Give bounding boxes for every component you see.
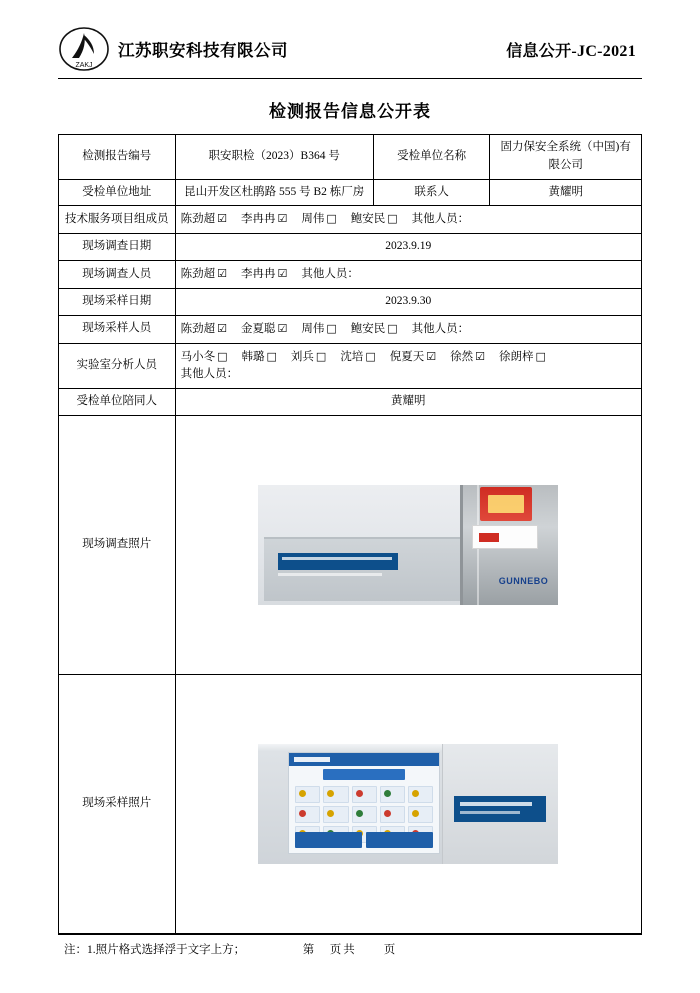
board-icon xyxy=(380,806,405,823)
team-member-box-1: ☑ xyxy=(277,212,288,226)
sample-staff-box-0: ☑ xyxy=(217,321,227,335)
sample-staff-box-1: ☑ xyxy=(277,321,288,335)
company-logo-icon xyxy=(58,26,110,72)
table-row xyxy=(59,261,642,289)
survey-staff-box-1: ☑ xyxy=(277,267,288,281)
survey-staff-name-1: 李冉冉 xyxy=(240,268,276,281)
survey-staff-others-label: 其他人员： xyxy=(301,268,359,281)
team-member-name-0: 陈劲超 xyxy=(180,213,216,226)
board-footer-bar xyxy=(295,832,362,848)
photo-crate xyxy=(264,537,460,601)
lab-staff-name-3: 沈培 xyxy=(340,350,364,363)
address-value: 昆山开发区杜鹃路 555 号 B2 栋厂房 xyxy=(175,179,373,206)
sample-site-photo xyxy=(258,744,558,864)
crate-brand-plate-sub xyxy=(278,573,382,576)
table-row xyxy=(59,674,642,933)
lab-staff-name-1: 韩璐 xyxy=(241,350,265,363)
table-note: 注：1.照片格式选择浮于文字上方； xyxy=(64,943,246,956)
table-row xyxy=(59,415,642,674)
board-icon xyxy=(352,786,377,803)
sample-staff-name-1: 金夏聪 xyxy=(240,322,276,335)
board-icon xyxy=(323,806,348,823)
board-icon xyxy=(352,806,377,823)
sample-staff-box-2: □ xyxy=(326,321,337,335)
team-others-label: 其他人员： xyxy=(411,213,470,226)
client-name-label: 受检单位名称 xyxy=(373,135,490,180)
team-label: 技术服务项目组成员 xyxy=(59,206,176,234)
lab-staff-box-0: □ xyxy=(217,349,228,363)
escort-label: 受检单位陪同人 xyxy=(59,389,176,416)
sample-date-value: 2023.9.30 xyxy=(175,288,641,315)
team-member-name-3: 鲍安民 xyxy=(350,213,386,226)
photo-wall-right xyxy=(442,744,558,864)
wall-notice-card xyxy=(472,525,538,549)
address-label: 受检单位地址 xyxy=(59,179,176,206)
lab-staff-others-label: 其他人员： xyxy=(180,368,239,381)
lab-staff-box-3: □ xyxy=(365,349,376,363)
survey-date-value: 2023.9.19 xyxy=(175,234,641,261)
lab-staff-box-2: □ xyxy=(315,349,327,363)
lab-staff-name-6: 徐朗梓 xyxy=(498,350,534,363)
report-no-label: 检测报告编号 xyxy=(59,135,176,180)
escort-value: 黄耀明 xyxy=(175,389,641,416)
survey-site-photo xyxy=(258,485,558,605)
company-name: 江苏职安科技有限公司 xyxy=(118,41,288,60)
table-row xyxy=(59,179,642,206)
board-icon xyxy=(408,786,433,803)
client-name-value: 固力保安全系统（中国)有限公司 xyxy=(490,135,642,180)
board-footer-bars xyxy=(295,832,433,848)
red-decoration xyxy=(480,487,532,521)
table-row xyxy=(59,206,642,234)
photo-survey-label: 现场调查照片 xyxy=(59,415,176,674)
photo-sample-label: 现场采样照片 xyxy=(59,674,176,933)
lab-staff-name-5: 徐然 xyxy=(450,350,474,363)
page-number: 第 页共 页 xyxy=(302,944,398,956)
lab-staff-name-4: 倪夏天 xyxy=(389,350,425,363)
photo-sample-wrap xyxy=(181,679,636,929)
lab-staff-box-1: □ xyxy=(266,349,277,363)
page-footer xyxy=(58,934,642,957)
team-member-name-1: 李冉冉 xyxy=(240,213,276,226)
table-row xyxy=(59,234,642,261)
team-member-box-3: □ xyxy=(387,212,398,226)
sample-staff-box-3: □ xyxy=(387,321,398,335)
survey-staff-name-0: 陈劲超 xyxy=(180,268,216,281)
lab-staff-name-2: 刘兵 xyxy=(290,350,314,363)
board-header xyxy=(289,753,439,766)
footer-divider xyxy=(58,934,642,935)
header-left xyxy=(58,26,288,72)
safety-notice-board xyxy=(288,752,440,854)
board-footer-bar xyxy=(366,832,433,848)
report-no-value: 职安职检（2023）B364 号 xyxy=(175,135,373,180)
table-row xyxy=(59,343,642,389)
table-row xyxy=(59,135,642,180)
page-header xyxy=(58,0,642,76)
board-icon xyxy=(323,786,348,803)
document-code: 信息公开-JC-2021 xyxy=(506,42,636,60)
sample-date-label: 现场采样日期 xyxy=(59,288,176,315)
page-title: 检测报告信息公开表 xyxy=(269,102,431,121)
sample-staff-name-2: 周伟 xyxy=(301,322,325,335)
lab-staff-name-0: 马小冬 xyxy=(180,350,216,363)
survey-staff xyxy=(175,261,641,289)
photo-survey-cell xyxy=(175,415,641,674)
door-brand-text: GUNNEBO xyxy=(498,576,549,586)
board-title-bar xyxy=(323,769,405,780)
sample-staff-name-0: 陈劲超 xyxy=(180,322,216,335)
header-divider xyxy=(58,78,642,79)
table-row xyxy=(59,315,642,343)
lab-staff-box-4: ☑ xyxy=(426,349,437,363)
lab-staff-label: 实验室分析人员 xyxy=(59,343,176,389)
table-row xyxy=(59,288,642,315)
wall-brand-plate xyxy=(454,796,546,822)
photo-survey-wrap xyxy=(181,420,636,670)
lab-staff-box-6: □ xyxy=(535,349,546,363)
board-icon xyxy=(295,786,320,803)
board-icon xyxy=(380,786,405,803)
survey-staff-box-0: ☑ xyxy=(217,267,227,281)
sample-staff-name-3: 鲍安民 xyxy=(350,322,386,335)
sample-staff-label: 现场采样人员 xyxy=(59,315,176,343)
team-member-box-0: ☑ xyxy=(217,212,227,226)
survey-staff-label: 现场调查人员 xyxy=(59,261,176,289)
board-icon xyxy=(408,806,433,823)
lab-staff xyxy=(175,343,641,389)
board-icon xyxy=(295,806,320,823)
team-member-box-2: □ xyxy=(326,212,337,226)
contact-label: 联系人 xyxy=(373,179,490,206)
team-member-name-2: 周伟 xyxy=(301,213,325,226)
info-disclosure-table xyxy=(58,134,642,934)
contact-value: 黄耀明 xyxy=(490,179,642,206)
crate-brand-plate xyxy=(278,553,398,570)
sample-staff xyxy=(175,315,641,343)
team-members xyxy=(175,206,641,234)
photo-sample-cell xyxy=(175,674,641,933)
svg-text:ZAKJ: ZAKJ xyxy=(75,62,93,69)
survey-date-label: 现场调查日期 xyxy=(59,234,176,261)
table-row xyxy=(59,389,642,416)
lab-staff-box-5: ☑ xyxy=(475,349,485,363)
sample-staff-others-label: 其他人员： xyxy=(411,322,470,335)
